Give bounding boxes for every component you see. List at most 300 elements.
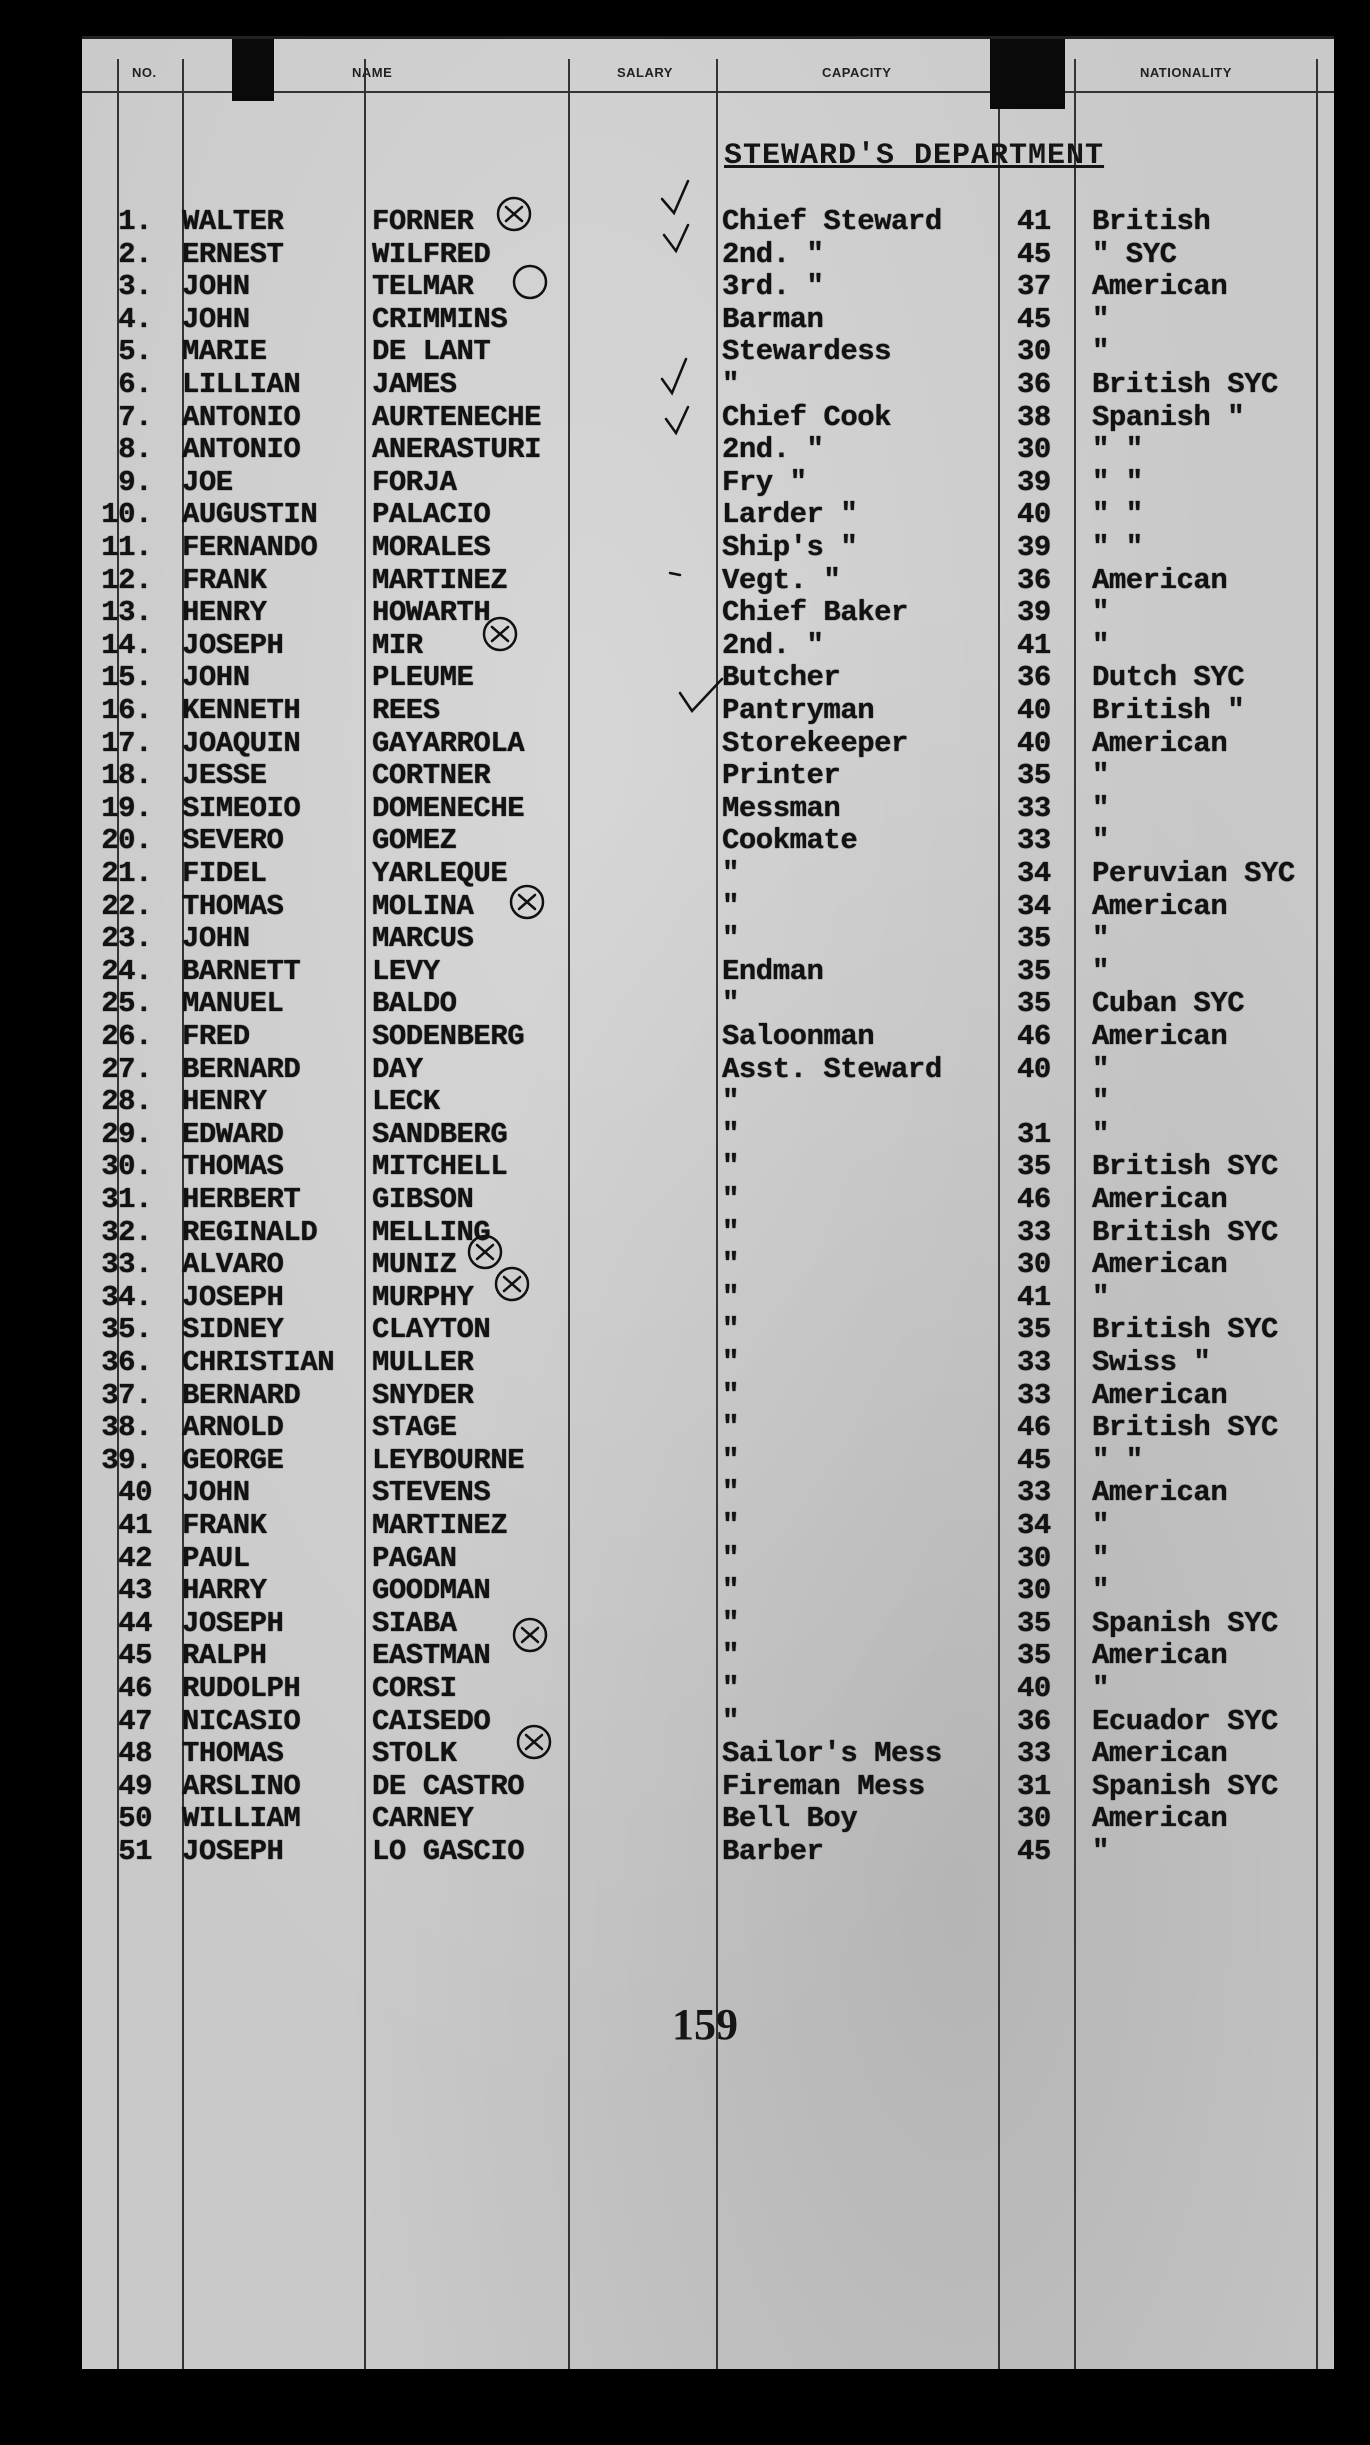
capacity: Messman — [722, 791, 841, 825]
row-number: 42 — [118, 1541, 152, 1575]
last-name: FORJA — [372, 465, 457, 499]
last-name: DOMENECHE — [372, 791, 525, 825]
capacity: " — [722, 1574, 739, 1608]
first-name: SIMEOIO — [182, 791, 301, 825]
last-name: TELMAR — [372, 270, 474, 304]
nationality: " — [1092, 1835, 1109, 1868]
row-number: 15. — [101, 661, 152, 695]
table-row — [82, 695, 1334, 727]
row-number: 31. — [101, 1183, 152, 1216]
first-name: ARSLINO — [182, 1769, 301, 1803]
table-row — [82, 304, 1334, 336]
last-name: SODENBERG — [372, 1020, 525, 1053]
first-name: SEVERO — [182, 824, 284, 858]
capacity: Cookmate — [722, 824, 858, 858]
capacity: Endman — [722, 954, 824, 988]
row-number: 2. — [118, 237, 152, 271]
nationality: British — [1092, 205, 1211, 238]
row-number: 39. — [101, 1443, 152, 1477]
last-name: LEYBOURNE — [372, 1443, 525, 1477]
capacity: " — [722, 1150, 739, 1184]
capacity: " — [722, 1117, 739, 1151]
first-name: FRED — [182, 1020, 250, 1053]
last-name: WILFRED — [372, 237, 491, 271]
first-name: JOHN — [182, 302, 250, 336]
row-number: 35. — [101, 1313, 152, 1347]
first-name: NICASIO — [182, 1704, 301, 1738]
age: 40 — [1017, 1672, 1051, 1705]
first-name: JOHN — [182, 661, 250, 695]
first-name: FRANK — [182, 563, 267, 597]
capacity: " — [722, 1704, 739, 1738]
table-row — [82, 1021, 1334, 1053]
row-number: 17. — [101, 726, 152, 760]
age: 34 — [1017, 857, 1051, 890]
table-row — [82, 499, 1334, 531]
age: 30 — [1017, 1248, 1051, 1282]
nationality: American — [1092, 889, 1228, 923]
nationality: " — [1092, 302, 1109, 336]
last-name: HOWARTH — [372, 596, 491, 630]
nationality: Peruvian SYC — [1092, 857, 1295, 890]
first-name: ANTONIO — [182, 400, 301, 434]
row-number: 45 — [118, 1639, 152, 1673]
age: 46 — [1017, 1183, 1051, 1216]
row-number: 25. — [101, 987, 152, 1021]
row-number: 11. — [101, 531, 152, 564]
first-name: JOHN — [182, 922, 250, 956]
first-name: HARRY — [182, 1574, 267, 1608]
table-row — [82, 467, 1334, 499]
capacity: 2nd. " — [722, 237, 824, 271]
capacity: " — [722, 1313, 739, 1347]
header-name: NAME — [352, 65, 393, 80]
table-row — [82, 858, 1334, 890]
last-name: CORSI — [372, 1672, 457, 1705]
capacity: Ship's " — [722, 531, 858, 564]
last-name: SIABA — [372, 1606, 457, 1640]
last-name: MORALES — [372, 531, 491, 564]
capacity: " — [722, 1215, 739, 1249]
capacity: " — [722, 1541, 739, 1575]
last-name: LEVY — [372, 954, 440, 988]
first-name: JOAQUIN — [182, 726, 301, 760]
capacity: Larder " — [722, 498, 858, 532]
row-number: 43 — [118, 1574, 152, 1608]
age: 33 — [1017, 1378, 1051, 1412]
first-name: LILLIAN — [182, 368, 301, 401]
nationality: " — [1092, 759, 1109, 793]
table-row — [82, 1217, 1334, 1249]
row-number: 14. — [101, 628, 152, 662]
row-number: 5. — [118, 335, 152, 369]
nationality: " — [1092, 596, 1109, 630]
first-name: FIDEL — [182, 857, 267, 890]
table-row — [82, 1803, 1334, 1835]
table-row — [82, 1543, 1334, 1575]
last-name: MUNIZ — [372, 1248, 457, 1282]
capacity: " — [722, 1183, 739, 1216]
first-name: JOSEPH — [182, 1280, 284, 1314]
last-name: GOMEZ — [372, 824, 457, 858]
table-row — [82, 1412, 1334, 1444]
table-row — [82, 1640, 1334, 1672]
nationality: British SYC — [1092, 1313, 1278, 1347]
first-name: FERNANDO — [182, 531, 318, 564]
first-name: JOSEPH — [182, 1835, 284, 1868]
nationality: Ecuador SYC — [1092, 1704, 1278, 1738]
row-number: 36. — [101, 1346, 152, 1379]
first-name: PAUL — [182, 1541, 250, 1575]
last-name: CARNEY — [372, 1802, 474, 1836]
row-number: 40 — [118, 1476, 152, 1510]
age: 33 — [1017, 1476, 1051, 1510]
nationality: American — [1092, 1248, 1228, 1282]
last-name: AURTENECHE — [372, 400, 542, 434]
age: 34 — [1017, 889, 1051, 923]
last-name: GAYARROLA — [372, 726, 525, 760]
nationality: British SYC — [1092, 1215, 1278, 1249]
capacity: Bell Boy — [722, 1802, 858, 1836]
first-name: MANUEL — [182, 987, 284, 1021]
age: 41 — [1017, 628, 1051, 662]
table-row — [82, 1836, 1334, 1868]
nationality: American — [1092, 726, 1228, 760]
table-row — [82, 1151, 1334, 1183]
first-name: HENRY — [182, 596, 267, 630]
last-name: MITCHELL — [372, 1150, 508, 1184]
row-number: 24. — [101, 954, 152, 988]
capacity: " — [722, 1346, 739, 1379]
age: 36 — [1017, 1704, 1051, 1738]
age: 35 — [1017, 1606, 1051, 1640]
table-row — [82, 1477, 1334, 1509]
nationality: American — [1092, 1183, 1228, 1216]
table-row — [82, 1119, 1334, 1151]
capacity: Sailor's Mess — [722, 1737, 942, 1771]
age: 45 — [1017, 1443, 1051, 1477]
row-number: 37. — [101, 1378, 152, 1412]
tape-strip — [990, 39, 1065, 109]
age: 45 — [1017, 1835, 1051, 1868]
nationality: " — [1092, 1541, 1109, 1575]
capacity: Storekeeper — [722, 726, 908, 760]
capacity: " — [722, 857, 739, 890]
table-row — [82, 1608, 1334, 1640]
last-name: ANERASTURI — [372, 433, 542, 467]
age: 45 — [1017, 237, 1051, 271]
capacity: " — [722, 1248, 739, 1282]
last-name: JAMES — [372, 368, 457, 401]
row-number: 30. — [101, 1150, 152, 1184]
first-name: WILLIAM — [182, 1802, 301, 1836]
first-name: THOMAS — [182, 1150, 284, 1184]
first-name: ALVARO — [182, 1248, 284, 1282]
capacity: " — [722, 889, 739, 923]
table-row — [82, 1282, 1334, 1314]
tape-strip — [232, 39, 274, 101]
age: 31 — [1017, 1769, 1051, 1803]
first-name: FRANK — [182, 1509, 267, 1542]
last-name: DAY — [372, 1052, 423, 1086]
first-name: BERNARD — [182, 1378, 301, 1412]
nationality: Spanish SYC — [1092, 1769, 1278, 1803]
age: 40 — [1017, 1052, 1051, 1086]
capacity: Pantryman — [722, 694, 875, 727]
row-number: 7. — [118, 400, 152, 434]
last-name: REES — [372, 694, 440, 727]
header-salary: SALARY — [617, 65, 673, 80]
nationality: British SYC — [1092, 368, 1278, 401]
first-name: GEORGE — [182, 1443, 284, 1477]
age: 30 — [1017, 1541, 1051, 1575]
nationality: " " — [1092, 1443, 1143, 1477]
first-name: ARNOLD — [182, 1411, 284, 1445]
first-name: JOHN — [182, 1476, 250, 1510]
capacity: " — [722, 1085, 739, 1119]
first-name: THOMAS — [182, 889, 284, 923]
table-row — [82, 1738, 1334, 1770]
age: 35 — [1017, 1150, 1051, 1184]
age: 35 — [1017, 1639, 1051, 1673]
nationality: " — [1092, 335, 1109, 369]
header-nationality: NATIONALITY — [1140, 65, 1232, 80]
nationality: British SYC — [1092, 1150, 1278, 1184]
first-name: SIDNEY — [182, 1313, 284, 1347]
age: 39 — [1017, 465, 1051, 499]
table-row — [82, 1347, 1334, 1379]
first-name: JOE — [182, 465, 233, 499]
row-number: 51 — [118, 1835, 152, 1868]
row-number: 47 — [118, 1704, 152, 1738]
table-row — [82, 728, 1334, 760]
nationality: British SYC — [1092, 1411, 1278, 1445]
nationality: " — [1092, 1672, 1109, 1705]
age: 37 — [1017, 270, 1051, 304]
department-heading: STEWARD'S DEPARTMENT — [724, 139, 1105, 173]
nationality: Spanish SYC — [1092, 1606, 1278, 1640]
nationality: " " — [1092, 465, 1143, 499]
last-name: MARTINEZ — [372, 563, 508, 597]
nationality: " — [1092, 1509, 1109, 1542]
row-number: 10. — [101, 498, 152, 532]
nationality: American — [1092, 1639, 1228, 1673]
capacity: Asst. Steward — [722, 1052, 942, 1086]
capacity: Chief Steward — [722, 205, 942, 238]
table-row — [82, 825, 1334, 857]
table-row — [82, 1314, 1334, 1346]
row-number: 49 — [118, 1769, 152, 1803]
row-number: 6. — [118, 368, 152, 401]
age: 30 — [1017, 1802, 1051, 1836]
table-row — [82, 1771, 1334, 1803]
first-name: AUGUSTIN — [182, 498, 318, 532]
capacity: Butcher — [722, 661, 841, 695]
row-number: 4. — [118, 302, 152, 336]
first-name: RALPH — [182, 1639, 267, 1673]
row-number: 28. — [101, 1085, 152, 1119]
nationality: British " — [1092, 694, 1245, 727]
row-number: 34. — [101, 1280, 152, 1314]
capacity: " — [722, 987, 739, 1021]
capacity: " — [722, 1378, 739, 1412]
first-name: THOMAS — [182, 1737, 284, 1771]
age: 39 — [1017, 531, 1051, 564]
nationality: American — [1092, 1378, 1228, 1412]
capacity: " — [722, 1639, 739, 1673]
row-number: 50 — [118, 1802, 152, 1836]
age: 36 — [1017, 563, 1051, 597]
table-row — [82, 1575, 1334, 1607]
nationality: " — [1092, 1280, 1109, 1314]
capacity: " — [722, 1672, 739, 1705]
nationality: " " — [1092, 498, 1143, 532]
capacity: Chief Baker — [722, 596, 908, 630]
row-number: 41 — [118, 1509, 152, 1542]
last-name: PLEUME — [372, 661, 474, 695]
capacity: Printer — [722, 759, 841, 793]
row-number: 16. — [101, 694, 152, 727]
last-name: SANDBERG — [372, 1117, 508, 1151]
capacity: Fry " — [722, 465, 807, 499]
table-row — [82, 1249, 1334, 1281]
table-row — [82, 434, 1334, 466]
table-row — [82, 402, 1334, 434]
table-row — [82, 1445, 1334, 1477]
first-name: JOSEPH — [182, 1606, 284, 1640]
capacity: " — [722, 1443, 739, 1477]
nationality: " — [1092, 1574, 1109, 1608]
last-name: YARLEQUE — [372, 857, 508, 890]
row-number: 23. — [101, 922, 152, 956]
age: 35 — [1017, 987, 1051, 1021]
last-name: PAGAN — [372, 1541, 457, 1575]
row-number: 29. — [101, 1117, 152, 1151]
manifest-sheet — [82, 36, 1334, 2369]
age: 40 — [1017, 498, 1051, 532]
table-row — [82, 1086, 1334, 1118]
age: 35 — [1017, 954, 1051, 988]
nationality: " " — [1092, 531, 1143, 564]
page-number: 159 — [672, 2000, 738, 2049]
table-row — [82, 1673, 1334, 1705]
capacity: Fireman Mess — [722, 1769, 925, 1803]
last-name: SNYDER — [372, 1378, 474, 1412]
capacity: " — [722, 1476, 739, 1510]
capacity: Saloonman — [722, 1020, 875, 1053]
last-name: CRIMMINS — [372, 302, 508, 336]
table-row — [82, 1706, 1334, 1738]
last-name: DE CASTRO — [372, 1769, 525, 1803]
row-number: 3. — [118, 270, 152, 304]
row-number: 27. — [101, 1052, 152, 1086]
first-name: JESSE — [182, 759, 267, 793]
age: 45 — [1017, 302, 1051, 336]
row-number: 19. — [101, 791, 152, 825]
last-name: MOLINA — [372, 889, 474, 923]
table-row — [82, 532, 1334, 564]
row-number: 22. — [101, 889, 152, 923]
age: 40 — [1017, 726, 1051, 760]
capacity: " — [722, 1509, 739, 1542]
capacity: " — [722, 1411, 739, 1445]
table-row — [82, 271, 1334, 303]
last-name: FORNER — [372, 205, 474, 238]
table-row — [82, 565, 1334, 597]
nationality: Cuban SYC — [1092, 987, 1245, 1021]
age: 33 — [1017, 824, 1051, 858]
nationality: Swiss " — [1092, 1346, 1211, 1379]
capacity: " — [722, 1280, 739, 1314]
first-name: CHRISTIAN — [182, 1346, 335, 1379]
age: 41 — [1017, 1280, 1051, 1314]
nationality: " — [1092, 824, 1109, 858]
last-name: MIR — [372, 628, 423, 662]
table-row — [82, 597, 1334, 629]
last-name: CORTNER — [372, 759, 491, 793]
row-number: 9. — [118, 465, 152, 499]
nationality: American — [1092, 270, 1228, 304]
age: 46 — [1017, 1411, 1051, 1445]
nationality: American — [1092, 563, 1228, 597]
last-name: GIBSON — [372, 1183, 474, 1216]
age: 33 — [1017, 1215, 1051, 1249]
table-row — [82, 891, 1334, 923]
first-name: JOHN — [182, 270, 250, 304]
last-name: DE LANT — [372, 335, 491, 369]
nationality: " — [1092, 1052, 1109, 1086]
nationality: " — [1092, 1117, 1109, 1151]
last-name: MARCUS — [372, 922, 474, 956]
table-row — [82, 1510, 1334, 1542]
nationality: " SYC — [1092, 237, 1177, 271]
last-name: MELLING — [372, 1215, 491, 1249]
first-name: ERNEST — [182, 237, 284, 271]
table-row — [82, 662, 1334, 694]
nationality: American — [1092, 1020, 1228, 1053]
capacity: 2nd. " — [722, 433, 824, 467]
first-name: MARIE — [182, 335, 267, 369]
table-row — [82, 630, 1334, 662]
first-name: BARNETT — [182, 954, 301, 988]
first-name: BERNARD — [182, 1052, 301, 1086]
age: 39 — [1017, 596, 1051, 630]
age: 40 — [1017, 694, 1051, 727]
row-number: 8. — [118, 433, 152, 467]
last-name: CAISEDO — [372, 1704, 491, 1738]
last-name: PALACIO — [372, 498, 491, 532]
age: 35 — [1017, 1313, 1051, 1347]
age: 30 — [1017, 335, 1051, 369]
capacity: 2nd. " — [722, 628, 824, 662]
nationality: " — [1092, 1085, 1109, 1119]
last-name: EASTMAN — [372, 1639, 491, 1673]
last-name: MULLER — [372, 1346, 474, 1379]
first-name: RUDOLPH — [182, 1672, 301, 1705]
row-number: 21. — [101, 857, 152, 890]
nationality: American — [1092, 1476, 1228, 1510]
nationality: " — [1092, 954, 1109, 988]
age: 35 — [1017, 922, 1051, 956]
table-row — [82, 206, 1334, 238]
capacity: 3rd. " — [722, 270, 824, 304]
nationality: Spanish " — [1092, 400, 1245, 434]
last-name: MURPHY — [372, 1280, 474, 1314]
age: 33 — [1017, 1737, 1051, 1771]
nationality: " — [1092, 791, 1109, 825]
header-capacity: CAPACITY — [822, 65, 892, 80]
capacity: Vegt. " — [722, 563, 841, 597]
